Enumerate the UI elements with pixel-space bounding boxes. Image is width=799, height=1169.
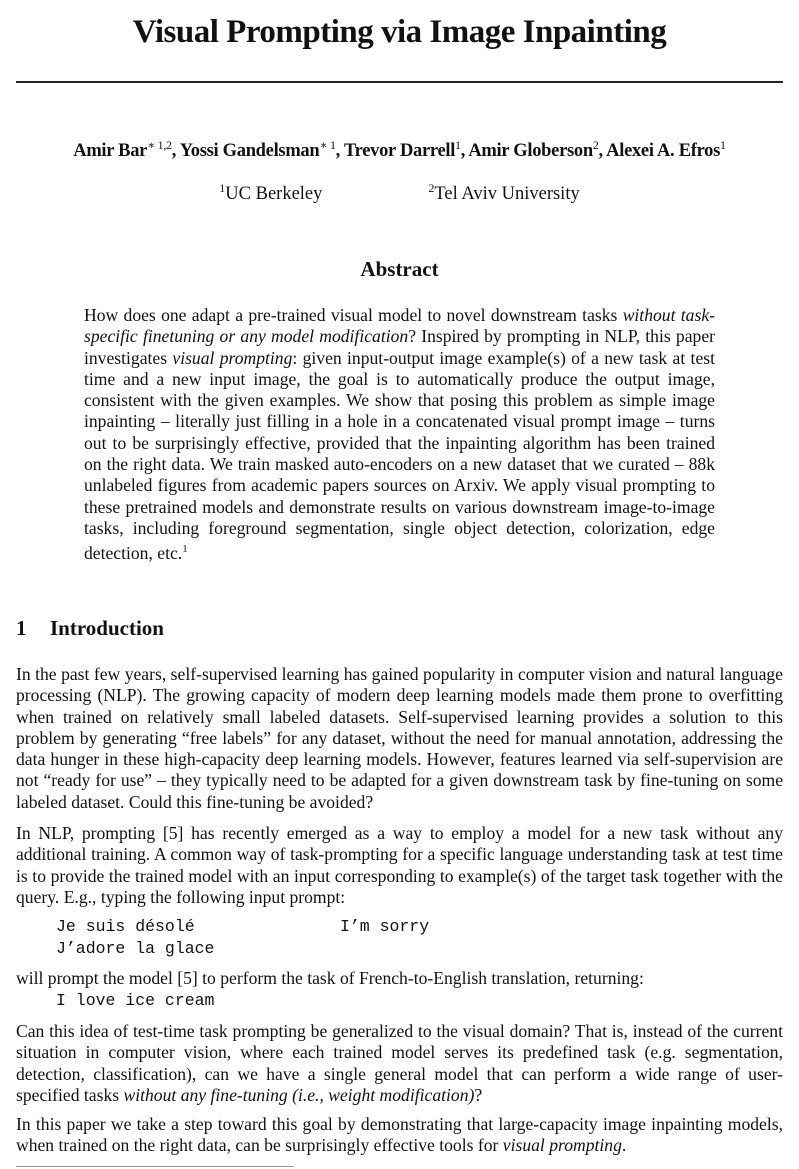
intro-paragraph-3: will prompt the model [5] to perform the task of French-to-English translation, returning: — [16, 968, 644, 988]
code-output: I love ice cream — [56, 991, 215, 1010]
author-list: Amir Bar$^{∗ 1,2}$, Yossi Gandelsman$^{∗ 1}$, Trevor Darrell$^1$, Amir Globerson$^2$, Alexei A. Efros$^1$ — [73, 138, 726, 162]
code-prompt-row-2: J’adore la glace — [56, 939, 215, 958]
author-sup: ∗ 1 — [319, 138, 336, 152]
author-name: Trevor Darrell — [343, 141, 456, 162]
title-rule — [16, 81, 783, 83]
abstract-body: How does one adapt a pre-trained visual model to novel downstream tasks without task-specific finetuning or any model modification? Inspired by prompting in NLP, this paper investigates visual prompting: given input-output image example(s) of a new task at test time and a new input image, the goal is to automatically produce the output image, consistent with the given examples. We show that posing this problem as simple image inpainting – literally just filling in a hole in a concatenated visual prompt image – turns out to be surprisingly effective, provided that the inpainting algorithm has been trained on the right data. We train masked auto-encoders on a new dataset that we curated – 88k unlabeled figures from academic papers sources on Arxiv. We apply visual prompting to these pretrained models and demonstrate results on various downstream image-to-image tasks, including foreground segmentation, single object detection, colorization, edge detection, etc.$^1$ — [84, 305, 715, 564]
abstract-heading: Abstract — [360, 257, 439, 281]
intro-paragraph-2: In NLP, prompting [5] has recently emerged as a way to employ a model for a new task without any additional training. A common way of task-prompting for a specific language understanding task at test time is to provide the trained model with an input corresponding to example(s) of the target task together with the query. E.g., typing the following input prompt: — [16, 823, 783, 907]
affiliations — [0, 181, 799, 205]
author-sup: 2 — [592, 138, 599, 152]
intro-paragraph-4: Can this idea of test-time task prompting be generalized to the visual domain? That is, instead of the current situation in computer vision, where each trained model serves its predefined task (e.g. segmentation, detection, classification), can we have a single general model that can perform a wide range of user-specified tasks without any fine-tuning (i.e., weight modification)? — [16, 1021, 783, 1105]
section-title: Introduction — [50, 616, 164, 640]
paper-title: Visual Prompting via Image Inpainting — [132, 14, 667, 50]
author-sup: ∗ 1,2 — [147, 138, 172, 152]
author-name: Amir Globerson — [468, 141, 593, 162]
affiliation: $^2$Tel Aviv University — [428, 181, 580, 205]
author-name: Amir Bar — [73, 141, 148, 162]
section-heading — [16, 616, 164, 641]
author-name: Yossi Gandelsman — [179, 141, 320, 162]
code-prompt-row-1: Je suis désolé I’m sorry — [56, 917, 430, 936]
footnote-rule — [16, 1166, 294, 1167]
affiliation: $^1$UC Berkeley — [219, 181, 323, 205]
author-sup: 1 — [720, 138, 726, 152]
author-name: Alexei A. Efros — [606, 141, 721, 162]
author-sup: 1 — [455, 138, 461, 152]
section-number: 1 — [16, 616, 27, 640]
intro-paragraph-5: In this paper we take a step toward this goal by demonstrating that large-capacity image inpainting models, when trained on the right data, can be surprisingly effective tools for visual prompting. — [16, 1114, 783, 1156]
intro-paragraph-1: In the past few years, self-supervised learning has gained popularity in computer vision and natural language processing (NLP). The growing capacity of modern deep learning models made them prone to overfitting when trained on relatively small labeled datasets. Self-supervised learning provides a solution to this problem by generating “free labels” for any dataset, without the need for manual annotation, addressing the data hunger in these high-capacity deep learning models. However, features learned via self-supervision are not “ready for use” – they typically need to be adapted for a given downstream task by fine-tuning on some labeled dataset. Could this fine-tuning be avoided? — [16, 664, 783, 812]
footnote-mark[interactable]: 1 — [182, 543, 188, 556]
